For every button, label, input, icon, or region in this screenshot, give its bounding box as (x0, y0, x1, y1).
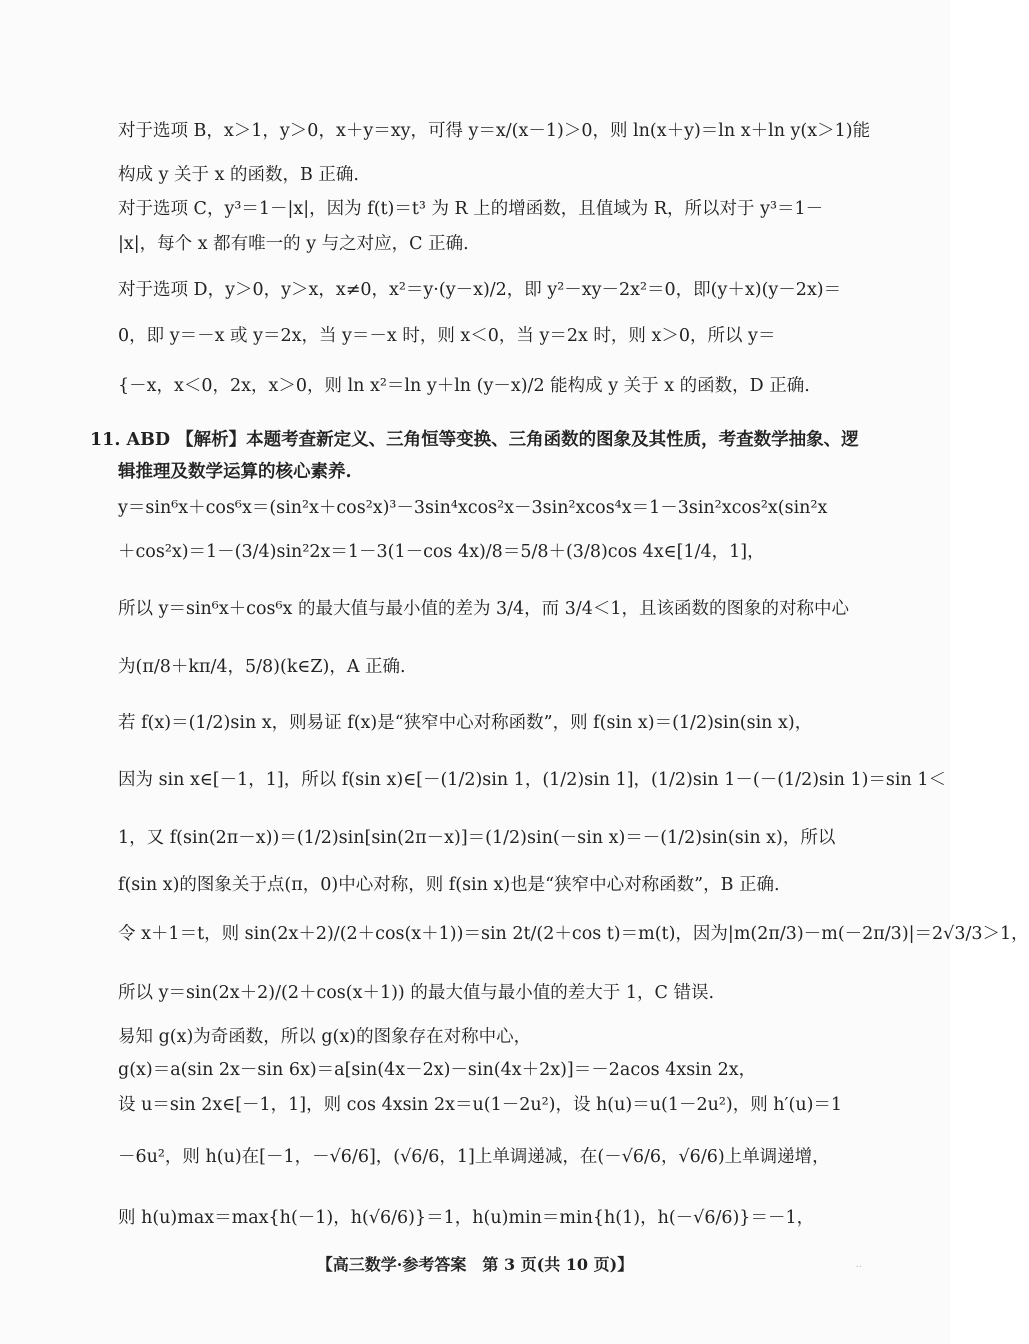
text-line: {－x，x＜0，2x，x＞0，则 ln x²＝ln y＋ln (y－x)/2 能构成 y 关于 x 的函数，D 正确. (118, 376, 810, 396)
text-line: 0，即 y＝－x 或 y＝2x，当 y＝－x 时，则 x＜0，当 y＝2x 时，则 x＞0，所以 y＝ (118, 326, 776, 346)
scan-mark: ·· (855, 1262, 862, 1273)
text-line: 则 h(u)max＝max{h(－1)，h(√6/6)}＝1，h(u)min＝min{h(1)，h(－√6/6)}＝－1， (118, 1208, 815, 1228)
text-line: y＝sin⁶x＋cos⁶x＝(sin²x＋cos²x)³－3sin⁴xcos²x－3sin²xcos⁴x＝1－3sin²xcos²x(sin²x (118, 498, 828, 518)
text-line: 令 x＋1＝t，则 sin(2x＋2)/(2＋cos(x＋1))＝sin 2t/(2＋cos t)＝m(t)，因为|m(2π/3)－m(－2π/3)|＝2√3/3＞1， (118, 924, 1029, 944)
question-11-header: 11. ABD 【解析】本题考查新定义、三角恒等变换、三角函数的图象及其性质，考查数学抽象、逻 (90, 430, 859, 450)
text-line: 1，又 f(sin(2π－x))＝(1/2)sin[sin(2π－x)]＝(1/2)sin(－sin x)＝－(1/2)sin(sin x)，所以 (118, 828, 836, 848)
text-line: 若 f(x)＝(1/2)sin x，则易证 f(x)是“狭窄中心对称函数”，则 f(sin x)＝(1/2)sin(sin x)， (118, 713, 813, 733)
text-line: 为(π/8＋kπ/4，5/8)(k∈Z)，A 正确. (118, 657, 406, 677)
page-footer: 【高三数学·参考答案 第 3 页(共 10 页)】 (316, 1255, 634, 1274)
text-line: 对于选项 C，y³＝1－|x|，因为 f(t)＝t³ 为 R 上的增函数，且值域为 R，所以对于 y³＝1－ (118, 199, 824, 219)
text-line: 设 u＝sin 2x∈[－1，1]，则 cos 4xsin 2x＝u(1－2u²)，设 h(u)＝u(1－2u²)，则 h′(u)＝1 (118, 1095, 843, 1115)
text-line: 所以 y＝sin⁶x＋cos⁶x 的最大值与最小值的差为 3/4，而 3/4＜1，且该函数的图象的对称中心 (118, 599, 850, 619)
text-line: 对于选项 D，y＞0，y＞x，x≠0，x²＝y·(y－x)/2，即 y²－xy－2x²＝0，即(y＋x)(y－2x)＝ (118, 280, 842, 300)
text-line: 对于选项 B，x＞1，y＞0，x＋y＝xy，可得 y＝x/(x－1)＞0，则 ln(x＋y)＝ln x＋ln y(x＞1)能 (118, 121, 871, 141)
text-line: －6u²，则 h(u)在[－1，－√6/6]，(√6/6，1]上单调递减，在(－√6/6，√6/6)上单调递增， (118, 1147, 830, 1167)
text-line: 易知 g(x)为奇函数，所以 g(x)的图象存在对称中心， (118, 1027, 532, 1047)
text-line: 因为 sin x∈[－1，1]，所以 f(sin x)∈[－(1/2)sin 1，(1/2)sin 1]，(1/2)sin 1－(－(1/2)sin 1)＝sin 1＜ (118, 770, 946, 790)
text-line: f(sin x)的图象关于点(π，0)中心对称，则 f(sin x)也是“狭窄中心对称函数”，B 正确. (118, 875, 780, 895)
text-line: 辑推理及数学运算的核心素养. (118, 462, 352, 482)
text-line: 所以 y＝sin(2x＋2)/(2＋cos(x＋1)) 的最大值与最小值的差大于 1，C 错误. (118, 983, 715, 1003)
text-line: 构成 y 关于 x 的函数，B 正确. (118, 165, 359, 185)
text-line: g(x)＝a(sin 2x－sin 6x)＝a[sin(4x－2x)－sin(4x＋2x)]＝－2acos 4xsin 2x， (118, 1060, 757, 1080)
text-line: |x|，每个 x 都有唯一的 y 与之对应，C 正确. (118, 234, 469, 254)
text-line: ＋cos²x)＝1－(3/4)sin²2x＝1－3(1－cos 4x)/8＝5/8＋(3/8)cos 4x∈[1/4，1]， (118, 542, 765, 562)
